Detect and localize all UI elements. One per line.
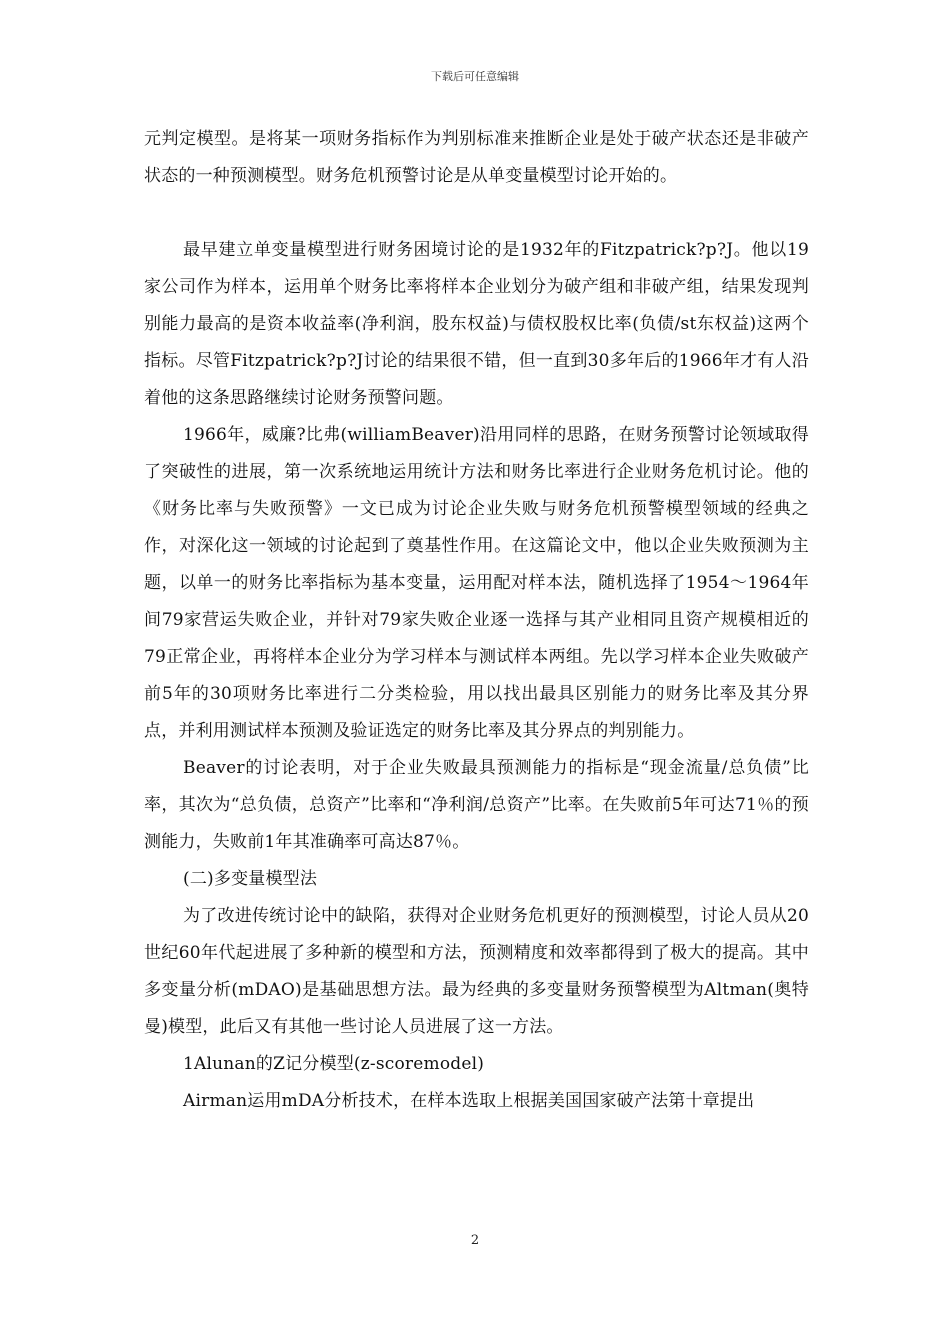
page-header: 下载后可任意编辑 (431, 70, 519, 83)
paragraph-beaver-1966: 1966年，威廉?比弗(williamBeaver)沿用同样的思路，在财务预警讨论领域取得了突破性的进展，第一次系统地运用统计方法和财务比率进行企业财务危机讨论。他的《财务比率与失败预警》一文已成为讨论企业失败与财务危机预警模型领域的经典之作，对深化这一领域的讨论起到了奠基性作用。在这篇论文中，他以企业失败预测为主题，以单一的财务比率指标为基本变量，运用配对样本法，随机选择了1954～1964年间79家营运失败企业，并针对79家失败企业逐一选择与其产业相同且资产规模相近的79正常企业，再将样本企业分为学习样本与测试样本两组。先以学习样本企业失败破产前5年的30项财务比率进行二分类检验，用以找出最具区别能力的财务比率及其分界点，并利用测试样本预测及验证选定的财务比率及其分界点的判别能力。 (144, 425, 809, 741)
paragraph-beaver-results: Beaver的讨论表明，对于企业失败最具预测能力的指标是“现金流量/总负债”比率，其次为“总负债，总资产”比率和“净利润/总资产”比率。在失败前5年可达71％的预测能力，失败前1年其准确率可高达87％。 (144, 758, 809, 852)
section-heading-multivariate: (二)多变量模型法 (183, 869, 318, 889)
paragraph-univariate-intro: 元判定模型。是将某一项财务指标作为判别标准来推断企业是处于破产状态还是非破产状态的一种预测模型。财务危机预警讨论是从单变量模型讨论开始的。 (144, 129, 809, 186)
paragraph-gap (144, 195, 809, 232)
subsection-heading-zscore: 1Alunan的Z记分模型(z-scoremodel) (183, 1054, 485, 1074)
paragraph-airman: Airman运用mDA分析技术，在样本选取上根据美国国家破产法第十章提出 (183, 1091, 755, 1111)
document-body (144, 121, 809, 1120)
paragraph-multivariate-intro: 为了改进传统讨论中的缺陷，获得对企业财务危机更好的预测模型，讨论人员从20世纪60年代起进展了多种新的模型和方法，预测精度和效率都得到了极大的提高。其中多变量分析(mDAO)是基础思想方法。最为经典的多变量财务预警模型为Altman(奥特曼)模型，此后又有其他一些讨论人员进展了这一方法。 (144, 906, 809, 1037)
paragraph-fitzpatrick: 最早建立单变量模型进行财务困境讨论的是1932年的Fitzpatrick?p?J。他以19家公司作为样本，运用单个财务比率将样本企业划分为破产组和非破产组，结果发现判别能力最高的是资本收益率(净利润，股东权益)与债权股权比率(负债/st东权益)这两个指标。尽管Fitzpatrick?p?J讨论的结果很不错，但一直到30多年后的1966年才有人沿着他的这条思路继续讨论财务预警问题。 (144, 240, 809, 408)
page-number: 2 (470, 1233, 480, 1248)
